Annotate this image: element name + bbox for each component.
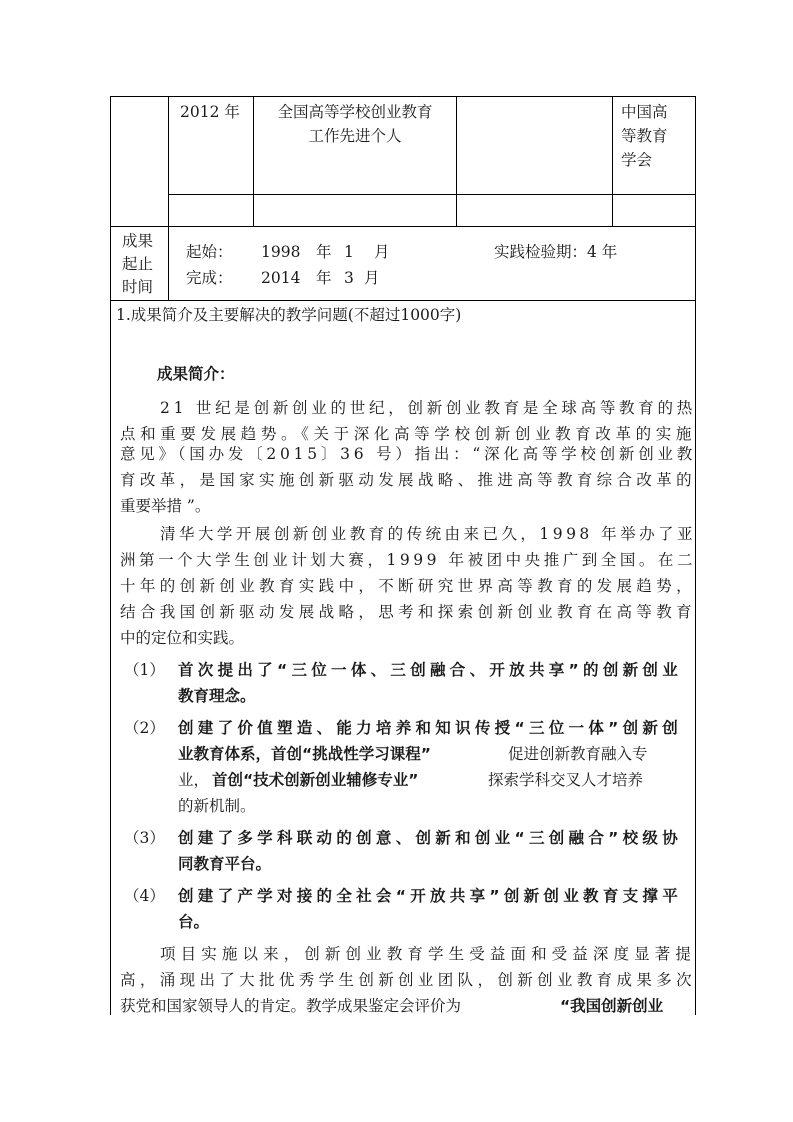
item2-line1: 创建了价值塑造、能力培养和知识传授“三位一体”创新创 bbox=[178, 719, 682, 737]
end-month-unit: 月 bbox=[364, 269, 380, 287]
para3-line1: 项目实施以来，创新创业教育学生受益面和受益深度显著提 bbox=[160, 945, 696, 963]
start-year-unit: 年 bbox=[316, 243, 332, 261]
end-month: 3 bbox=[344, 269, 354, 287]
para2-line4: 结合我国创新驱动发展战略，思考和探索创新创业教育在高等教育 bbox=[120, 603, 696, 621]
item2-line3-bold: 首创“技术创新创业辅修专业” bbox=[212, 771, 419, 789]
para3-line3-bold: “我国创新创业 bbox=[560, 997, 664, 1015]
item2-number: （2） bbox=[124, 719, 165, 737]
para1-line4: 育改革，是国家实施创新驱动发展战略、推进高等教育综合改革的 bbox=[120, 471, 696, 489]
start-label: 起始： bbox=[186, 243, 233, 261]
section-heading: 1.成果简介及主要解决的教学问题(不超过1000字) bbox=[116, 306, 462, 324]
end-year: 2014 bbox=[261, 269, 301, 287]
item2-line2-bold: 业教育体系，首创“挑战性学习课程” bbox=[178, 745, 431, 763]
item2-line4: 的新机制。 bbox=[178, 797, 256, 815]
end-label: 完成： bbox=[186, 269, 233, 287]
item1-number: （1） bbox=[124, 661, 165, 679]
item2-line3-start: 业， bbox=[178, 771, 210, 789]
item1-line2: 教育理念。 bbox=[178, 687, 256, 705]
award-issuer-line2: 等教育 bbox=[621, 127, 668, 145]
para2-line3: 十年的创新创业教育实践中，不断研究世界高等教育的发展趋势， bbox=[120, 577, 696, 595]
award-title-line2: 工作先进个人 bbox=[308, 127, 402, 145]
item3-number: （3） bbox=[124, 829, 165, 847]
start-month: 1 bbox=[344, 243, 354, 261]
para1-line3: 意见》（国办发〔2015〕36 号）指出：“深化高等学校创新创业教 bbox=[120, 445, 696, 463]
item3-line2: 同教育平台。 bbox=[178, 855, 272, 873]
practice-period: 实践检验期：4 年 bbox=[494, 243, 618, 261]
para3-line3: 获党和国家领导人的肯定。教学成果鉴定会评价为 bbox=[120, 997, 462, 1015]
start-month-unit: 月 bbox=[374, 243, 390, 261]
award-issuer-line3: 学会 bbox=[621, 151, 653, 169]
para1-line1: 21 世纪是创新创业的世纪，创新创业教育是全球高等教育的热 bbox=[160, 399, 696, 417]
para1-line2: 点和重要发展趋势。《关于深化高等学校创新创业教育改革的实施 bbox=[120, 425, 696, 443]
end-year-unit: 年 bbox=[316, 269, 332, 287]
para1-line5: 重要举措 ”。 bbox=[120, 497, 211, 515]
para2-line5: 中的定位和实践。 bbox=[120, 629, 245, 647]
period-row-bottom bbox=[110, 300, 696, 301]
award-issuer-line1: 中国高 bbox=[621, 103, 668, 121]
item2-line2-normal: 促进创新教育融入专 bbox=[508, 745, 648, 763]
award-col-divider-1 bbox=[168, 96, 169, 300]
period-label-line2: 起止 bbox=[122, 255, 154, 273]
period-label-line1: 成果 bbox=[122, 232, 154, 250]
item2-line3-normal: 探索学科交叉人才培养 bbox=[488, 771, 644, 789]
award-col-divider-3 bbox=[456, 96, 457, 226]
item1-line1: 首次提出了“三位一体、三创融合、开放共享”的创新创业 bbox=[178, 661, 682, 679]
period-label-line3: 时间 bbox=[122, 278, 154, 296]
item4-line1: 创建了产学对接的全社会“开放共享”创新创业教育支撑平 bbox=[178, 887, 682, 905]
item3-line1: 创建了多学科联动的创意、创新和创业“三创融合”校级协 bbox=[178, 829, 682, 847]
para3-line2: 高，涌现出了大批优秀学生创新创业团队，创新创业教育成果多次 bbox=[120, 971, 696, 989]
para2-line2: 洲第一个大学生创业计划大赛，1999 年被团中央推广到全国。在二 bbox=[120, 551, 696, 569]
table-top-border bbox=[110, 96, 696, 97]
table-left-border bbox=[110, 96, 111, 1015]
intro-label: 成果简介： bbox=[157, 365, 235, 383]
award-title-line1: 全国高等学校创业教育 bbox=[277, 103, 433, 121]
award-year: 2012 年 bbox=[180, 103, 240, 121]
item4-number: （4） bbox=[124, 887, 165, 905]
award-col-divider-4 bbox=[612, 96, 613, 226]
award-row-bottom bbox=[110, 226, 696, 227]
start-year: 1998 bbox=[261, 243, 301, 261]
award-subrow-line bbox=[168, 194, 696, 195]
para2-line1: 清华大学开展创新创业教育的传统由来已久，1998 年举办了亚 bbox=[160, 525, 696, 543]
item4-line2: 台。 bbox=[178, 913, 210, 931]
